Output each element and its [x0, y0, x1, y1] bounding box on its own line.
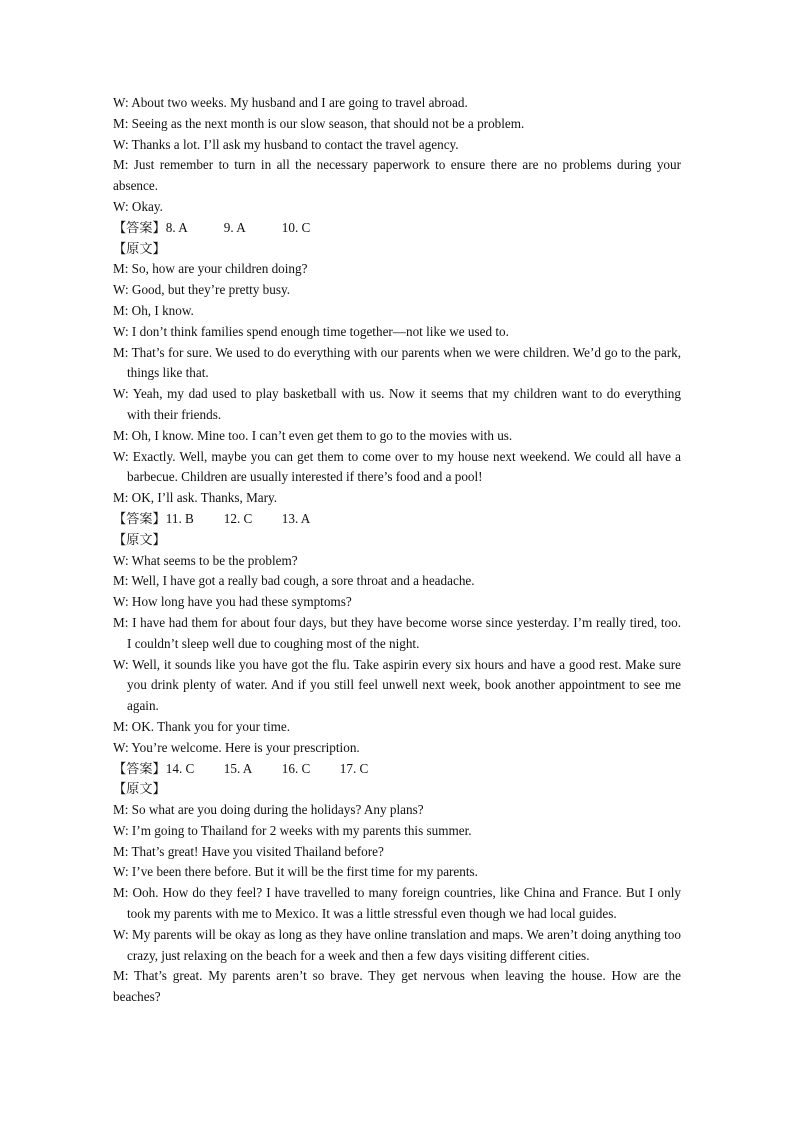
answer-item: 11. B — [165, 510, 194, 526]
answer-line — [113, 759, 681, 780]
answer-label: 【答案】 — [113, 219, 166, 235]
dialogue-line: W: Exactly. Well, maybe you can get them to come over to my house next weekend. We could all have a barbecue. Children are usually interested if there’s food and a pool! — [113, 448, 681, 485]
dialogue-line: M: I have had them for about four days, but they have become worse since yesterday. I’m really tired, too. I couldn’t sleep well due to coughing most of the night. — [113, 614, 681, 651]
dialogue-line: M: OK. Thank you for your time. — [113, 718, 291, 734]
dialogue-line: W: How long have you had these symptoms? — [113, 594, 352, 610]
answer-item: 14. C — [165, 760, 195, 776]
dialogue-line: W: Yeah, my dad used to play basketball with us. Now it seems that my children want to do everything with their friends. — [113, 386, 681, 422]
dialogue-line: W: You’re welcome. Here is your prescription. — [113, 739, 360, 755]
dialogue-line: W: What seems to be the problem? — [113, 552, 298, 568]
dialogue-line: W: Okay. — [113, 198, 163, 214]
answer-item: 17. C — [339, 760, 369, 776]
answer-line — [113, 218, 681, 239]
answer-line — [113, 509, 681, 530]
dialogue-line: M: Just remember to turn in all the necessary paperwork to ensure there are no problems during your absence. — [113, 157, 681, 194]
answer-label: 【答案】 — [113, 510, 166, 526]
dialogue-line: W: About two weeks. My husband and I are going to travel abroad. — [113, 95, 468, 110]
dialogue-line: W: I’ve been there before. But it will be the first time for my parents. — [113, 864, 478, 880]
dialogue-line: M: Ooh. How do they feel? I have travelled to many foreign countries, like China and France. But I only took my parents with me to Mexico. It was a little stressful even though we had local guides. — [113, 885, 681, 922]
answer-item: 10. C — [281, 219, 311, 235]
dialogue-line: M: Oh, I know. — [113, 302, 194, 318]
dialogue-line: W: My parents will be okay as long as they have online translation and maps. We aren’t doing anything too crazy, just relaxing on the beach for a week and then a few days visiting different cities. — [113, 926, 681, 963]
answer-item: 16. C — [281, 760, 311, 776]
transcript-heading: 【原文】 — [113, 781, 166, 797]
transcript-heading: 【原文】 — [113, 531, 166, 547]
transcript-heading: 【原文】 — [113, 240, 166, 256]
dialogue-line: M: So, how are your children doing? — [113, 261, 308, 277]
answer-item: 9. A — [223, 219, 246, 235]
answer-item: 8. A — [165, 219, 188, 235]
dialogue-line: M: That’s great! Have you visited Thailand before? — [113, 843, 384, 859]
dialogue-line: M: Well, I have got a really bad cough, a sore throat and a headache. — [113, 573, 475, 589]
dialogue-line: M: So what are you doing during the holidays? Any plans? — [113, 802, 424, 818]
dialogue-line: M: That’s for sure. We used to do everything with our parents when we were children. We’d go to the park, things like that. — [113, 344, 681, 381]
answer-item: 12. C — [223, 510, 253, 526]
dialogue-line: W: I don’t think families spend enough time together—not like we used to. — [113, 323, 509, 339]
answer-item: 15. A — [223, 760, 253, 776]
dialogue-line: M: OK, I’ll ask. Thanks, Mary. — [113, 490, 278, 506]
dialogue-line: M: Oh, I know. Mine too. I can’t even get them to go to the movies with us. — [113, 427, 513, 443]
dialogue-line: M: That’s great. My parents aren’t so brave. They get nervous when leaving the house. How are the beaches? — [113, 968, 681, 1005]
dialogue-line: W: Good, but they’re pretty busy. — [113, 282, 291, 298]
dialogue-line: W: Thanks a lot. I’ll ask my husband to contact the travel agency. — [113, 136, 459, 152]
answer-item: 13. A — [281, 510, 311, 526]
document-page — [113, 93, 681, 1008]
dialogue-line: W: I’m going to Thailand for 2 weeks with my parents this summer. — [113, 822, 472, 838]
answer-label: 【答案】 — [113, 760, 166, 776]
dialogue-line: W: Well, it sounds like you have got the flu. Take aspirin every six hours and have a good rest. Make sure you drink plenty of water. And if you still feel unwell next week, book another appointment to see me again. — [113, 656, 681, 714]
dialogue-line: M: Seeing as the next month is our slow season, that should not be a problem. — [113, 115, 525, 131]
